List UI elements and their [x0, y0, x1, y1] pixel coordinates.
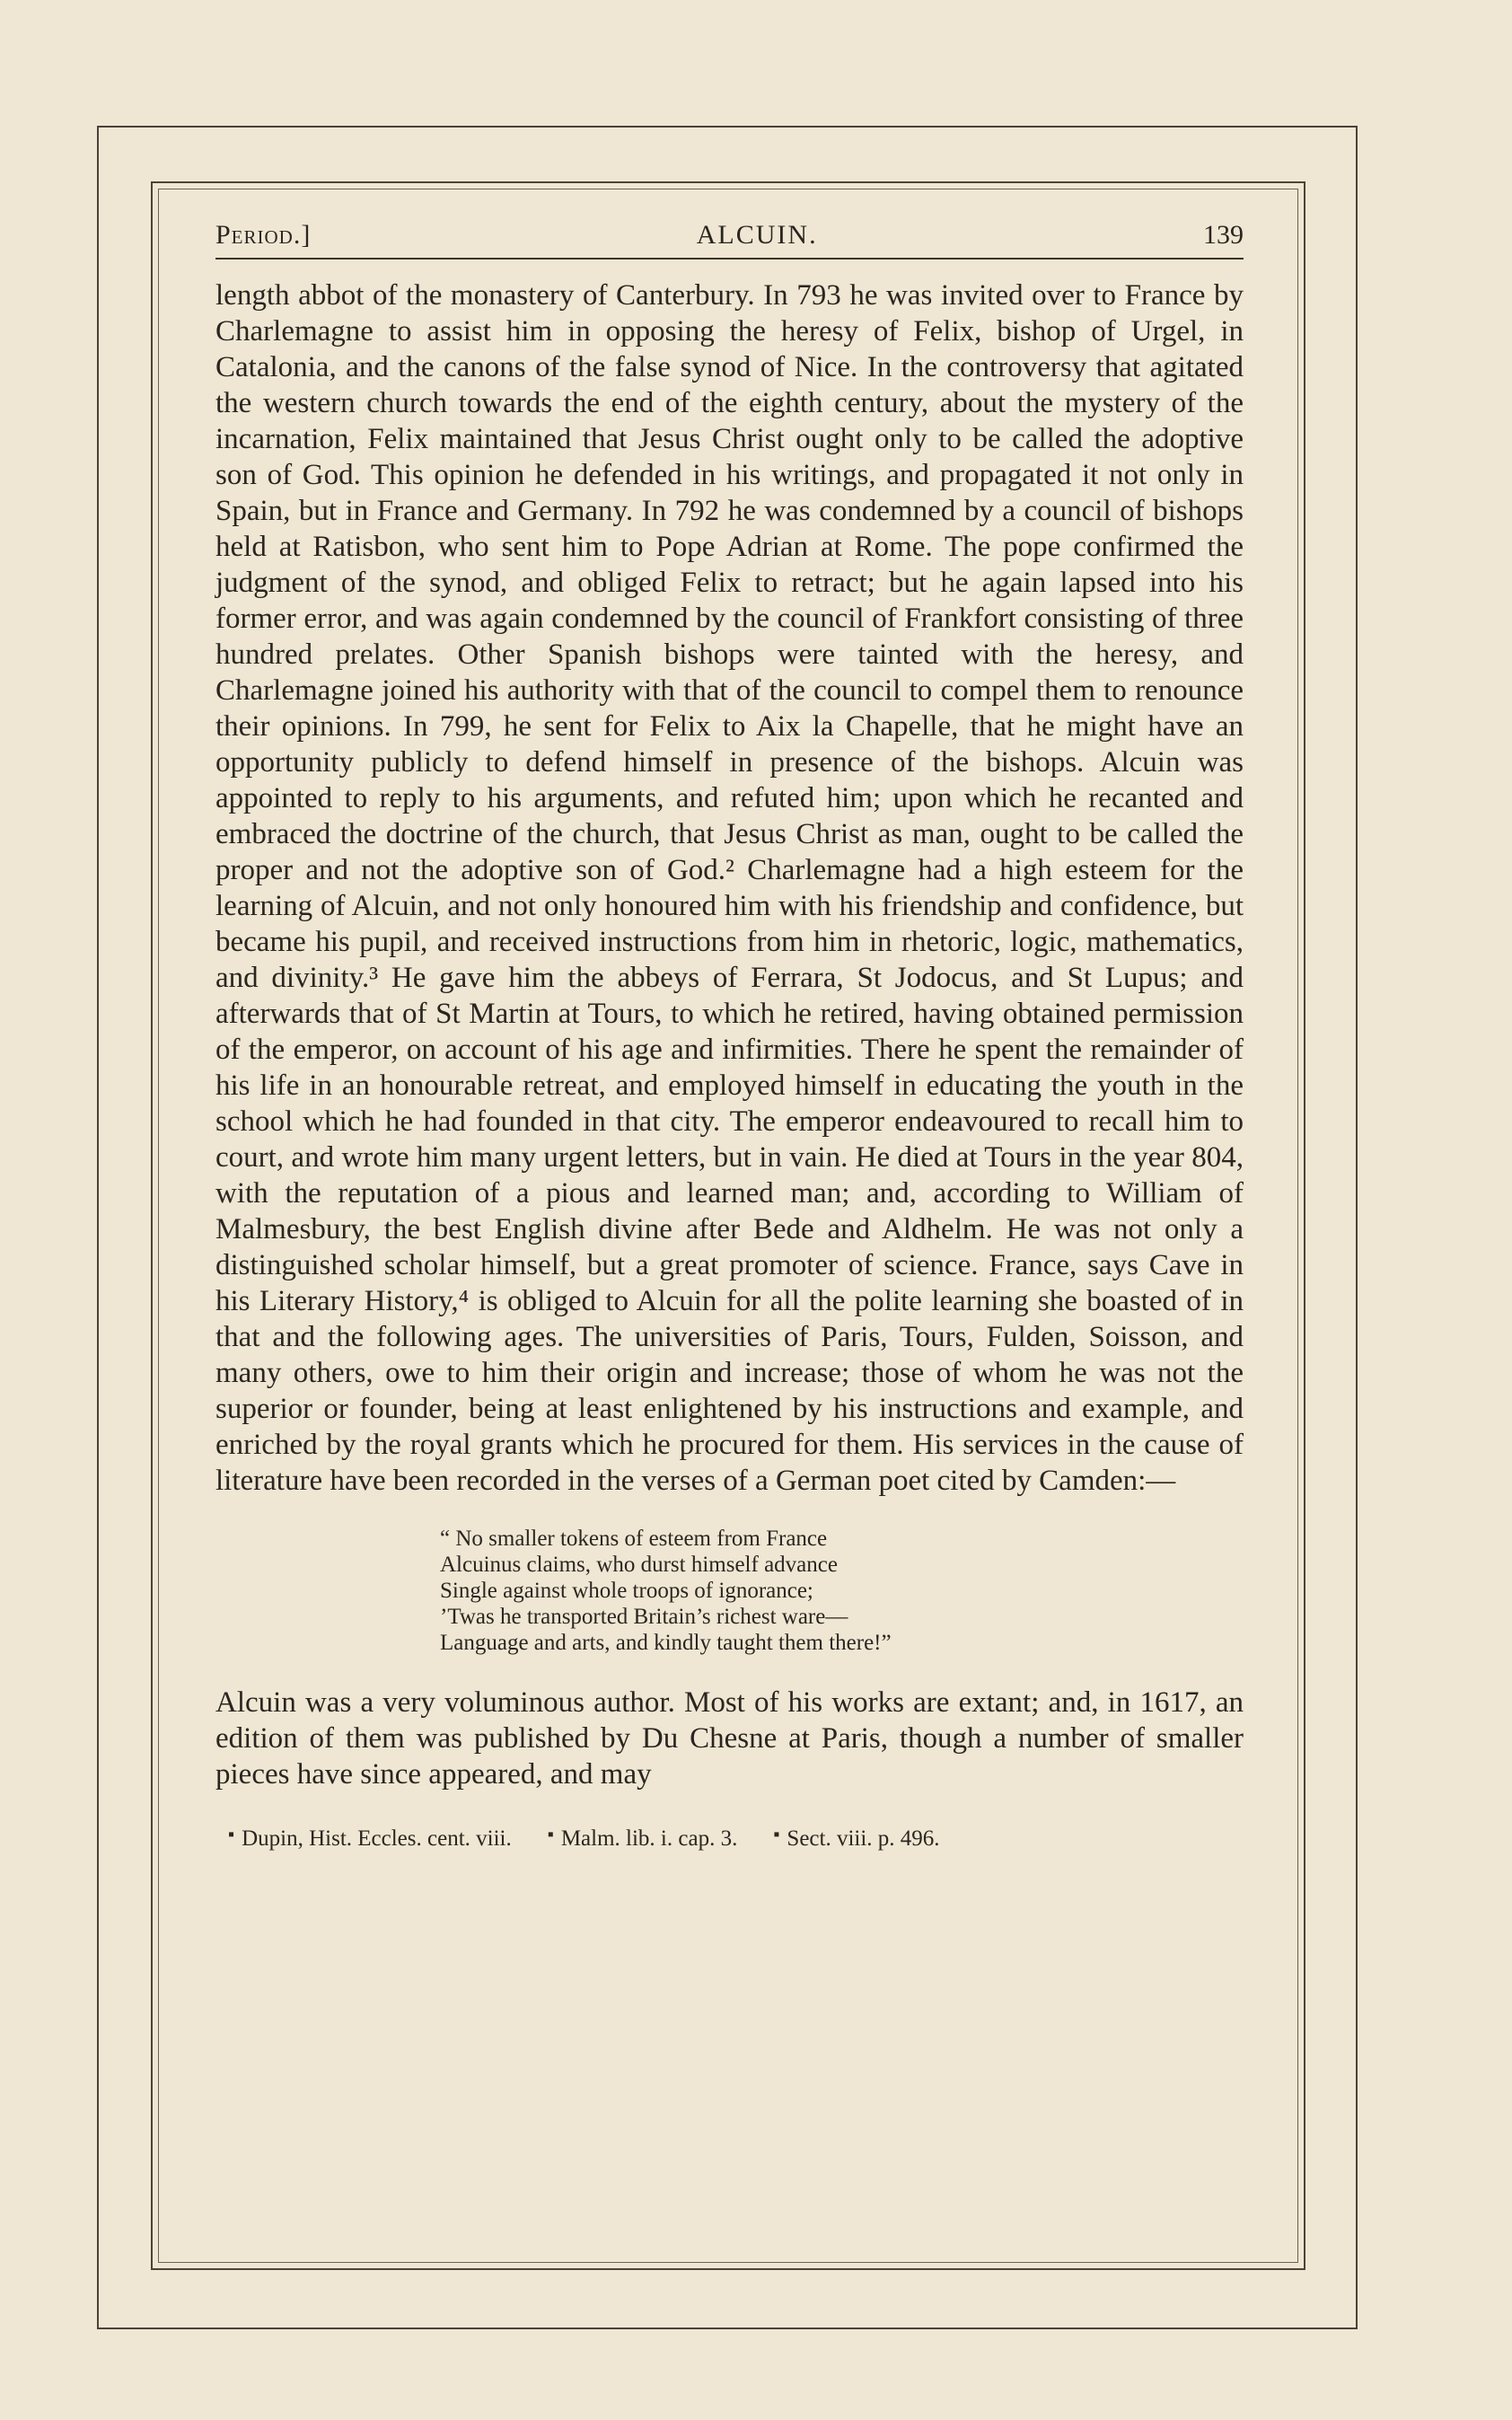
verse-line: Alcuinus claims, who durst himself advance — [440, 1553, 838, 1577]
body-paragraph: Alcuin was a very voluminous author. Most of his works are extant; and, in 1617, an edition of them was published by Du Chesne at Paris, though a number of smaller pieces have since appeared, and may — [215, 1686, 1244, 1791]
page-number: 139 — [1202, 220, 1244, 250]
verse-line: Single against whole troops of ignorance; — [440, 1579, 813, 1603]
footnotes — [215, 1825, 1244, 1852]
verse-line: ’Twas he transported Britain’s richest ware— — [440, 1605, 848, 1629]
running-header — [215, 220, 1244, 260]
header-period: Period.] — [215, 220, 312, 250]
verse-line: Language and arts, and kindly taught them there!” — [440, 1631, 892, 1655]
header-title: ALCUIN. — [696, 220, 818, 250]
verse-quotation — [440, 1526, 1244, 1656]
book-page — [215, 220, 1244, 1852]
footnote: ▪ Sect. viii. p. 496. — [773, 1825, 940, 1851]
verse-line: “ No smaller tokens of esteem from France — [440, 1527, 828, 1551]
footnote: ▪ Malm. lib. i. cap. 3. — [547, 1825, 738, 1851]
body-paragraph: length abbot of the monastery of Canterbury. In 793 he was invited over to France by Charlemagne to assist him in opposing the heresy of Felix, bishop of Urgel, in Catalonia, and the canons of the false synod of Nice. In the controversy that agitated the western church towards the end of the eighth century, about the mystery of the incarnation, Felix maintained that Jesus Christ ought only to be called the adoptive son of God. This opinion he defended in his writings, and propagated it not only in Spain, but in France and Germany. In 792 he was condemned by a council of bishops held at Ratisbon, who sent him to Pope Adrian at Rome. The pope confirmed the judgment of the synod, and obliged Felix to retract; but he again lapsed into his former error, and was again condemned by the council of Frankfort consisting of three hundred prelates. Other Spanish bishops were tainted with the heresy, and Charlemagne joined his authority with that of the council to compel them to renounce their opinions. In 799, he sent for Felix to Aix la Chapelle, that he might have an opportunity publicly to defend himself in presence of the bishops. Alcuin was appointed to reply to his arguments, and refuted him; upon which he recanted and embraced the doctrine of the church, that Jesus Christ as man, ought to be called the proper and not the adoptive son of God.² Charlemagne had a high esteem for the learning of Alcuin, and not only honoured him with his friendship and confidence, but became his pupil, and received instructions from him in rhetoric, logic, mathematics, and divinity.³ He gave him the abbeys of Ferrara, St Jodocus, and St Lupus; and afterwards that of St Martin at Tours, to which he retired, having obtained permission of the emperor, on account of his age and infirmities. There he spent the remainder of his life in an honourable retreat, and employed himself in educating the youth in the school which he had founded in that city. The emperor endeavoured to recall him to court, and wrote him many urgent letters, but in vain. He died at Tours in the year 804, with the reputation of a pious and learned man; and, according to William of Malmesbury, the best English divine after Bede and Aldhelm. He was not only a distinguished scholar himself, but a great promoter of science. France, says Cave in his Literary History,⁴ is obliged to Alcuin for all the polite learning she boasted of in that and the following ages. The universities of Paris, Tours, Fulden, Soisson, and many others, owe to him their origin and increase; those of whom he was not the superior or founder, being at least enlightened by his instructions and example, and enriched by the royal grants which he procured for them. His services in the cause of literature have been recorded in the verses of a German poet cited by Camden:— — [215, 279, 1244, 1497]
footnote: ▪ Dupin, Hist. Eccles. cent. viii. — [228, 1825, 512, 1851]
